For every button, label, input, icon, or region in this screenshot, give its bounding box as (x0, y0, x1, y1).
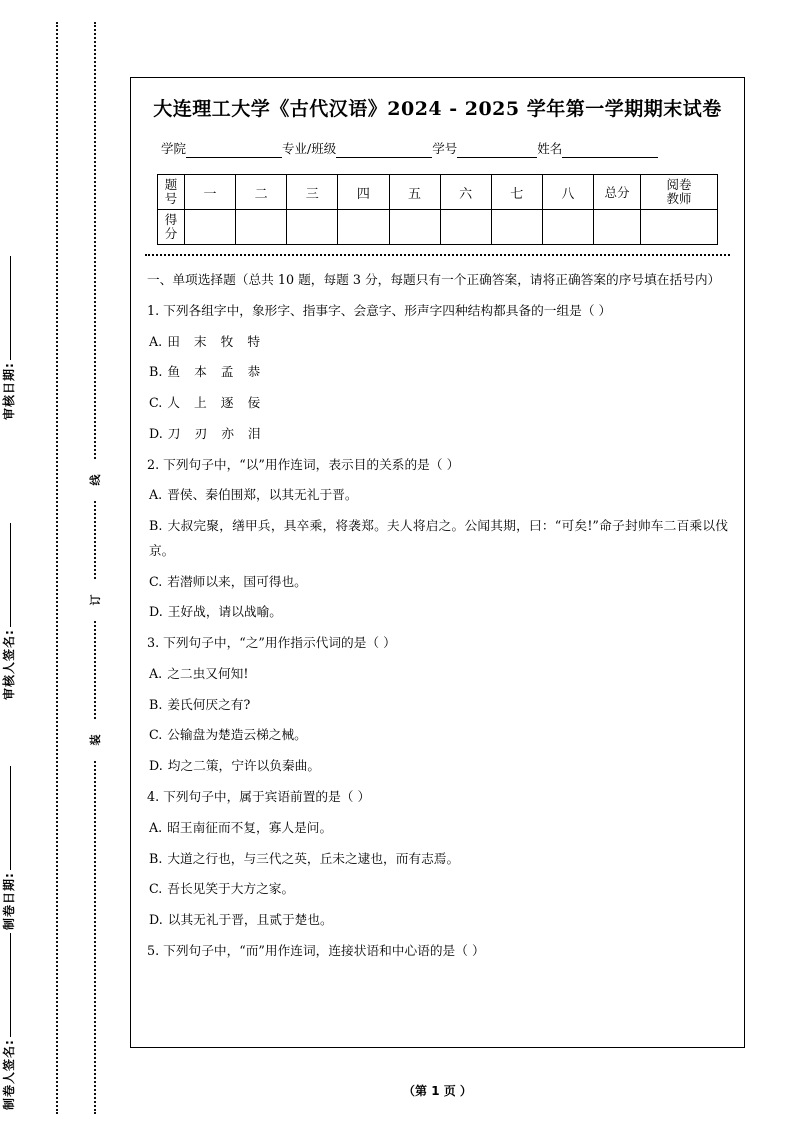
outer-dotted-line (56, 22, 58, 1114)
margin-label-text: 审核人签名: (2, 629, 16, 700)
question-5-stem: 5. 下列句子中，“而”用作连词，连接状语和中心语的是（ ） (147, 942, 485, 958)
field-name-label: 姓名 (537, 141, 563, 156)
field-college (161, 139, 282, 158)
question-4-option-a[interactable] (147, 816, 728, 841)
table-row-scores (158, 210, 718, 245)
option-label: A. (149, 333, 163, 349)
grader-label-bottom: 教师 (666, 191, 692, 206)
field-name-input[interactable] (562, 143, 658, 158)
score-table-col-2: 二 (236, 175, 287, 210)
question-2-option-a[interactable] (147, 483, 728, 508)
question-1-option-c[interactable] (147, 391, 728, 416)
binding-mark-bind: 订 (86, 580, 104, 620)
score-table-col-4: 四 (338, 175, 389, 210)
option-label: D. (149, 758, 163, 774)
question-3-option-d[interactable] (147, 754, 728, 779)
margin-label-text: 制卷日期: (2, 872, 16, 930)
question-4-option-c[interactable] (147, 877, 728, 902)
option-text: 吾长见笑于大方之家。 (167, 881, 295, 897)
option-label: A. (149, 665, 163, 681)
inner-dotted-line (94, 22, 96, 1114)
option-label: B. (149, 518, 163, 534)
field-major-class (282, 139, 432, 158)
option-text: 刀 刃 亦 泪 (167, 425, 266, 441)
exam-page-box (130, 77, 745, 1048)
score-cell-grader[interactable] (641, 210, 718, 245)
margin-blank-rule (10, 256, 11, 360)
question-1-option-d[interactable] (147, 422, 728, 447)
score-cell-6[interactable] (440, 210, 491, 245)
score-cell-8[interactable] (542, 210, 593, 245)
score-table-col-total: 总分 (594, 175, 641, 210)
option-text: 王好战，请以战喻。 (167, 604, 282, 620)
score-table-row-header-score (158, 210, 185, 245)
question-3-stem: 3. 下列句子中，“之”用作指示代词的是（ ） (147, 635, 396, 651)
question-3-option-b[interactable] (147, 693, 728, 718)
option-label: D. (149, 425, 163, 441)
page-footer: （第 1 页 ） (403, 1084, 472, 1098)
question-4-option-d[interactable] (147, 908, 728, 933)
score-table-col-grader (641, 175, 718, 210)
field-student-id (432, 139, 537, 158)
question-2-option-b[interactable] (147, 514, 728, 564)
exam-title: 大连理工大学《古代汉语》2024 - 2025 学年第一学期期末试卷 (153, 98, 722, 120)
score-table-col-8: 八 (542, 175, 593, 210)
margin-blank-rule (10, 523, 11, 627)
question-2-stem: 2. 下列句子中，“以”用作连词，表示目的关系的是（ ） (147, 456, 460, 472)
row-header-char-bottom: 分 (164, 226, 178, 241)
score-cell-2[interactable] (236, 210, 287, 245)
option-label: B. (149, 850, 163, 866)
binding-mark-line: 线 (86, 460, 104, 500)
section-heading-1: 一、单项选择题（总共 10 题，每题 3 分，每题只有一个正确答案，请将正确答案的序号填在括号内） (147, 272, 721, 287)
score-table (157, 174, 718, 245)
score-table-col-1: 一 (185, 175, 236, 210)
option-text: 姜氏何厌之有? (167, 696, 251, 712)
row-header-char-top: 题 (164, 177, 178, 192)
score-table-col-7: 七 (491, 175, 542, 210)
option-text: 均之二策，宁许以负秦曲。 (167, 758, 321, 774)
option-text: 鱼 本 孟 恭 (167, 364, 266, 380)
option-text: 若潜师以来，国可得也。 (167, 573, 307, 589)
row-header-char-top: 得 (164, 212, 178, 227)
score-table-row-header-question (158, 175, 185, 210)
question-4-option-b[interactable] (147, 847, 728, 872)
option-label: C. (149, 727, 163, 743)
option-label: D. (149, 604, 163, 620)
option-text: 之二虫又何知! (167, 665, 249, 681)
option-label: B. (149, 696, 163, 712)
field-major-class-label: 专业/班级 (282, 141, 337, 156)
field-name (537, 139, 658, 158)
option-label: B. (149, 364, 163, 380)
question-4-stem: 4. 下列句子中，属于宾语前置的是（ ） (147, 789, 371, 805)
grader-label-top: 阅卷 (666, 177, 692, 192)
student-info-row (161, 139, 724, 158)
score-cell-3[interactable] (287, 210, 338, 245)
field-major-class-input[interactable] (336, 143, 432, 158)
margin-label-text: 审核日期: (2, 362, 16, 420)
option-label: A. (149, 487, 163, 503)
horizontal-dotted-separator (145, 254, 730, 256)
question-1-option-b[interactable] (147, 360, 728, 385)
option-label: D. (149, 912, 163, 928)
margin-label-author-signature (0, 810, 17, 1110)
score-table-col-5: 五 (389, 175, 440, 210)
score-table-col-3: 三 (287, 175, 338, 210)
margin-blank-rule (10, 933, 11, 1037)
question-3-option-c[interactable] (147, 723, 728, 748)
option-text: 昭王南征而不复，寡人是问。 (167, 819, 333, 835)
score-table-col-6: 六 (440, 175, 491, 210)
option-text: 田 末 牧 特 (167, 333, 266, 349)
option-text: 人 上 逐 佞 (167, 395, 266, 411)
score-cell-5[interactable] (389, 210, 440, 245)
option-text: 晋侯、秦伯围郑，以其无礼于晋。 (167, 487, 358, 503)
binding-margin-strip (0, 0, 130, 1122)
question-3-option-a[interactable] (147, 662, 728, 687)
binding-mark-seal: 装 (86, 720, 104, 760)
option-label: C. (149, 573, 163, 589)
table-row-question-numbers (158, 175, 718, 210)
margin-label-text: 制卷人签名: (2, 1039, 16, 1110)
score-cell-total[interactable] (594, 210, 641, 245)
score-cell-7[interactable] (491, 210, 542, 245)
row-header-char-bottom: 号 (164, 191, 178, 206)
option-label: C. (149, 395, 163, 411)
question-1-option-a[interactable] (147, 330, 728, 355)
score-cell-4[interactable] (338, 210, 389, 245)
field-college-input[interactable] (186, 143, 282, 158)
option-label: C. (149, 881, 163, 897)
question-2-option-d[interactable] (147, 600, 728, 625)
option-text: 以其无礼于晋，且贰于楚也。 (167, 912, 333, 928)
question-1-stem: 1. 下列各组字中，象形字、指事字、会意字、形声字四种结构都具备的一组是（ ） (147, 302, 612, 318)
option-text: 大叔完聚，缮甲兵，具卒乘，将袭郑。夫人将启之。公闻其期，曰：“可矣!”命子封帅车二百乘以伐京。 (149, 518, 728, 558)
question-2-option-c[interactable] (147, 570, 728, 595)
score-cell-1[interactable] (185, 210, 236, 245)
field-student-id-label: 学号 (432, 141, 458, 156)
field-student-id-input[interactable] (457, 143, 537, 158)
field-college-label: 学院 (161, 141, 187, 156)
option-label: A. (149, 819, 163, 835)
option-text: 公输盘为楚造云梯之械。 (167, 727, 307, 743)
margin-label-review-date (0, 120, 17, 420)
exam-content (147, 268, 728, 964)
option-text: 大道之行也，与三代之英，丘未之逮也，而有志焉。 (167, 850, 460, 866)
